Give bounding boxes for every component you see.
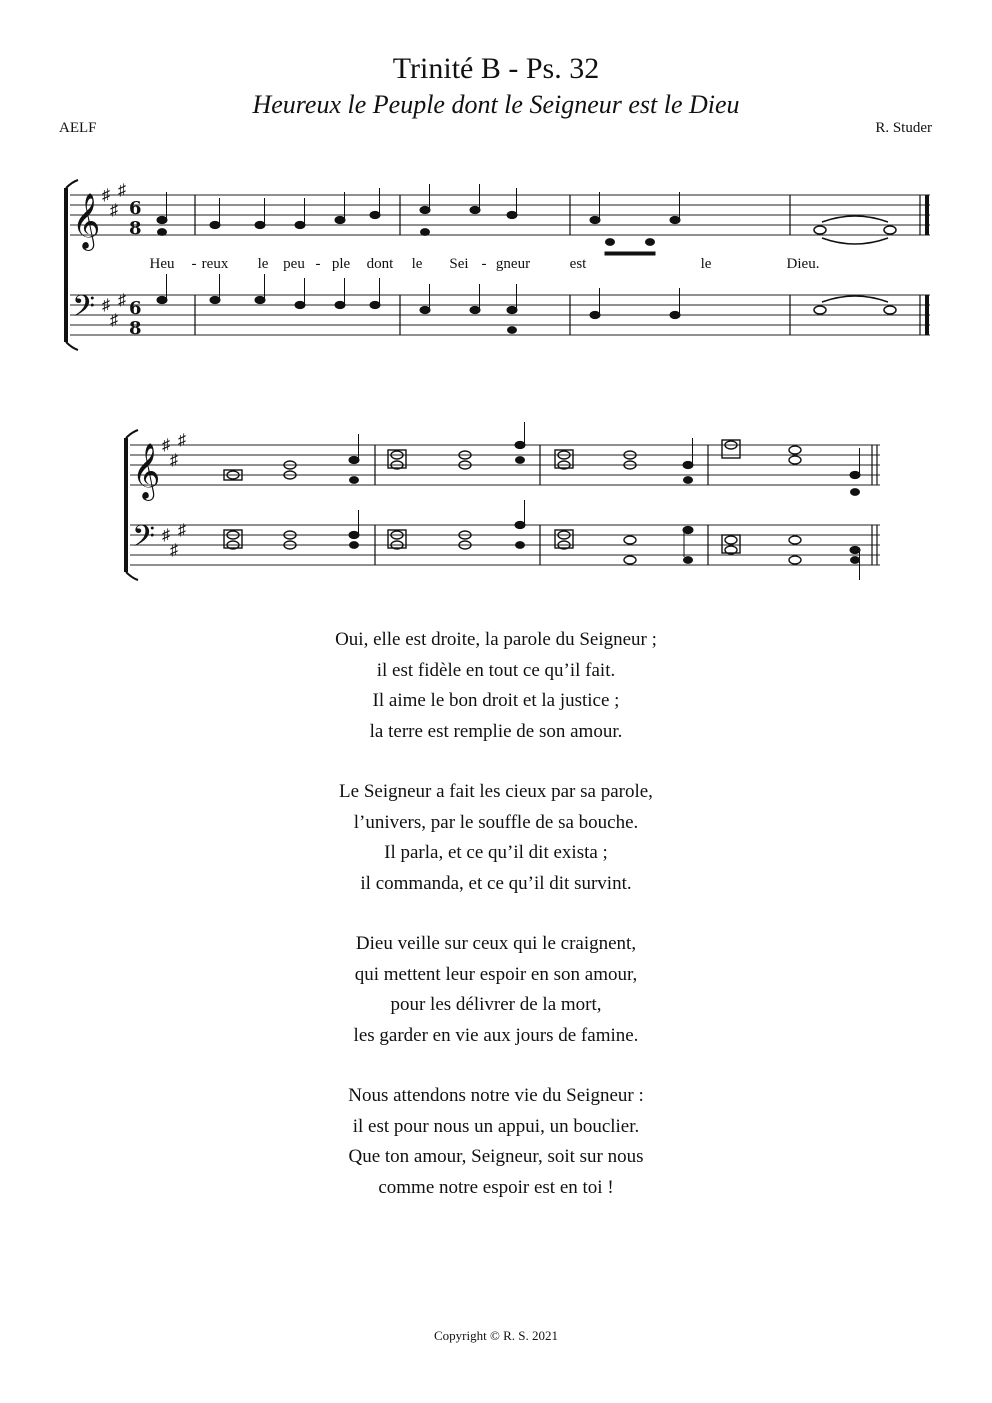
verse-line: Nous attendons notre vie du Seigneur : bbox=[348, 1085, 644, 1106]
bass-clef-icon: 𝄢 bbox=[72, 290, 96, 330]
key-signature-bass bbox=[162, 522, 186, 559]
svg-text:♯: ♯ bbox=[162, 527, 170, 544]
svg-text:♯: ♯ bbox=[118, 182, 126, 199]
bass-quarter-notes bbox=[349, 500, 860, 580]
bass-staff bbox=[70, 295, 930, 335]
svg-text:♯: ♯ bbox=[178, 432, 186, 449]
svg-text:♯: ♯ bbox=[110, 202, 118, 219]
lyric-syllable: gneur bbox=[495, 256, 531, 272]
psalm-tone-score bbox=[110, 420, 900, 590]
verse-line: il commanda, et ce qu’il dit survint. bbox=[360, 872, 632, 894]
svg-text:♯: ♯ bbox=[162, 437, 170, 454]
psalm-verses bbox=[0, 625, 992, 1233]
page-subtitle: Heureux le Peuple dont le Seigneur est le Dieu bbox=[252, 90, 740, 119]
svg-text:♯: ♯ bbox=[170, 542, 178, 559]
verse-line: il est fidèle en tout ce qu’il fait. bbox=[376, 659, 616, 681]
lyric-syllable: - bbox=[191, 256, 197, 272]
bass-clef-icon: 𝄢 bbox=[132, 520, 156, 560]
lyric-syllable: dont bbox=[366, 256, 394, 272]
svg-text:♯: ♯ bbox=[178, 522, 186, 539]
composer-name: R. Studer bbox=[875, 120, 932, 136]
lyric-syllable: le bbox=[700, 256, 712, 272]
verse-line: l’univers, par le souffle de sa bouche. bbox=[353, 811, 639, 833]
stanza bbox=[0, 625, 992, 747]
svg-text:8: 8 bbox=[129, 218, 142, 239]
stanza bbox=[0, 1081, 992, 1203]
text-source: AELF bbox=[59, 120, 97, 136]
stanza bbox=[0, 777, 992, 899]
verse-line: qui mettent leur espoir en son amour, bbox=[354, 963, 638, 985]
verse-line: Il parla, et ce qu’il dit exista ; bbox=[384, 842, 608, 863]
barlines bbox=[375, 445, 877, 565]
lyric-syllable: le bbox=[257, 256, 269, 272]
lyric-syllable: peu bbox=[283, 256, 305, 272]
verse-line: pour les délivrer de la mort, bbox=[390, 994, 602, 1015]
verse-line: Dieu veille sur ceux qui le craignent, bbox=[355, 933, 637, 954]
verse-line: Il aime le bon droit et la justice ; bbox=[372, 690, 620, 711]
key-signature-treble bbox=[162, 432, 186, 469]
lyric-syllable: - bbox=[481, 256, 487, 272]
copyright-notice: Copyright © R. S. 2021 bbox=[433, 1328, 558, 1343]
svg-text:♯: ♯ bbox=[102, 187, 110, 204]
bass-notes bbox=[157, 274, 896, 333]
verse-line: il est pour nous un appui, un bouclier. bbox=[352, 1115, 640, 1137]
treble-clef-icon: 𝄞 bbox=[72, 195, 101, 248]
verse-line: comme notre espoir est en toi ! bbox=[378, 1176, 614, 1198]
refrain-lyrics bbox=[100, 256, 900, 278]
verse-line: Que ton amour, Seigneur, soit sur nous bbox=[348, 1146, 644, 1167]
lyric-syllable: reux bbox=[201, 256, 229, 272]
treble-staff bbox=[70, 195, 930, 235]
verse-line: les garder en vie aux jours de famine. bbox=[353, 1024, 639, 1046]
treble-clef-icon: 𝄞 bbox=[132, 445, 161, 498]
verse-line: Le Seigneur a fait les cieux par sa parole, bbox=[339, 781, 653, 802]
svg-text:6: 6 bbox=[129, 198, 142, 219]
svg-text:♯: ♯ bbox=[170, 452, 178, 469]
svg-text:♯: ♯ bbox=[102, 297, 110, 314]
lyric-syllable: - bbox=[315, 256, 321, 272]
verse-line: Oui, elle est droite, la parole du Seigneur ; bbox=[335, 629, 657, 650]
page-title: Trinité B - Ps. 32 bbox=[392, 52, 600, 85]
lyric-syllable: est bbox=[569, 256, 587, 272]
treble-notes bbox=[224, 440, 801, 480]
svg-text:6: 6 bbox=[129, 298, 142, 319]
verse-line: la terre est remplie de son amour. bbox=[369, 720, 623, 742]
stanza bbox=[0, 929, 992, 1051]
key-signature-bass bbox=[102, 292, 126, 329]
lyric-syllable: Dieu. bbox=[786, 256, 820, 272]
lyric-syllable: Sei bbox=[449, 256, 469, 272]
svg-text:♯: ♯ bbox=[110, 312, 118, 329]
key-signature-treble bbox=[102, 182, 126, 219]
svg-text:♯: ♯ bbox=[118, 292, 126, 309]
lyric-syllable: Heu bbox=[149, 256, 175, 272]
treble-quarter-notes bbox=[349, 422, 860, 495]
svg-text:8: 8 bbox=[129, 318, 142, 339]
lyric-syllable: ple bbox=[331, 256, 351, 272]
lyric-syllable: le bbox=[411, 256, 423, 272]
